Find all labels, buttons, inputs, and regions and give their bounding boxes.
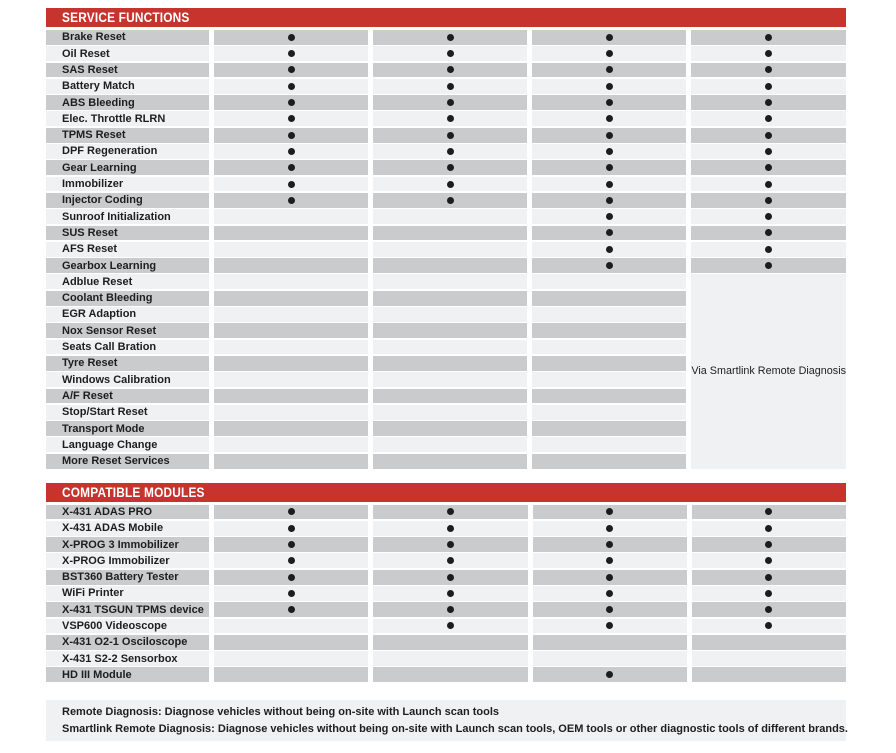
feature-cell-supported [691,63,846,78]
row-label: Stop/Start Reset [46,405,209,420]
feature-cell-empty [214,454,368,469]
supported-dot-icon [606,671,613,678]
feature-cell-supported [532,79,686,94]
feature-cell-supported [214,63,368,78]
feature-cell-supported [214,160,368,175]
row-label: HD III Module [46,667,209,682]
supported-dot-icon [288,132,295,139]
supported-dot-icon [447,83,454,90]
feature-cell-supported [533,586,687,601]
row-label: X-431 S2-2 Sensorbox [46,651,209,666]
row-label: X-431 ADAS PRO [46,505,209,520]
row-label: Brake Reset [46,30,209,45]
feature-cell-supported [373,602,527,617]
feature-cell-supported [533,602,687,617]
feature-cell-empty [373,242,527,257]
feature-cell-supported [533,619,687,634]
row-label: Nox Sensor Reset [46,323,209,338]
supported-dot-icon [288,34,295,41]
supported-dot-icon [606,50,613,57]
supported-dot-icon [606,66,613,73]
supported-dot-icon [288,99,295,106]
feature-cell-empty [214,209,368,224]
feature-cell-empty [373,356,527,371]
feature-cell-empty [373,421,527,436]
feature-cell-empty [214,307,368,322]
row-label: Seats Call Bration [46,340,209,355]
supported-dot-icon [288,197,295,204]
feature-cell-empty [373,389,527,404]
feature-cell-supported [214,144,368,159]
supported-dot-icon [447,99,454,106]
supported-dot-icon [765,66,772,73]
feature-cell-supported [373,128,527,143]
supported-dot-icon [288,50,295,57]
feature-cell-empty [214,340,368,355]
feature-cell-supported [691,128,846,143]
row-label: X-431 O2-1 Osciloscope [46,635,209,650]
feature-cell-supported [214,111,368,126]
supported-dot-icon [447,574,454,581]
feature-cell-empty [373,437,527,452]
supported-dot-icon [765,181,772,188]
feature-cell-supported [373,79,527,94]
feature-cell-supported [214,128,368,143]
feature-cell-empty [373,340,527,355]
footnote-remote-diagnosis: Remote Diagnosis: Diagnose vehicles without being on-site with Launch scan tools [62,706,500,719]
feature-cell-supported [533,537,687,552]
feature-cell-supported [214,30,368,45]
feature-cell-supported [691,226,846,241]
compatible-modules-header [46,483,846,502]
supported-dot-icon [447,34,454,41]
feature-cell-empty [214,421,368,436]
supported-dot-icon [765,50,772,57]
supported-dot-icon [765,132,772,139]
row-label: VSP600 Videoscope [46,619,209,634]
feature-cell-supported [214,95,368,110]
feature-cell-empty [373,323,527,338]
feature-cell-supported [373,505,527,520]
feature-cell-supported [373,537,527,552]
supported-dot-icon [288,83,295,90]
feature-cell-supported [214,602,368,617]
supported-dot-icon [447,66,454,73]
comparison-table-wrap [46,8,846,741]
feature-cell-empty [214,635,368,650]
supported-dot-icon [447,622,454,629]
feature-cell-supported [691,46,846,61]
supported-dot-icon [288,164,295,171]
feature-cell-supported [532,144,686,159]
row-label: Language Change [46,437,209,452]
feature-cell-supported [533,521,687,536]
feature-cell-empty [532,389,686,404]
feature-cell-supported [532,30,686,45]
feature-cell-supported [373,111,527,126]
supported-dot-icon [765,115,772,122]
feature-cell-supported [373,177,527,192]
row-label: ABS Bleeding [46,95,209,110]
feature-cell-empty [692,667,846,682]
supported-dot-icon [765,622,772,629]
row-label: Windows Calibration [46,372,209,387]
row-label: SUS Reset [46,226,209,241]
feature-cell-supported [692,602,846,617]
row-label: Immobilizer [46,177,209,192]
supported-dot-icon [447,181,454,188]
feature-cell-supported [533,570,687,585]
feature-cell-empty [373,454,527,469]
feature-cell-empty [214,619,368,634]
supported-dot-icon [765,508,772,515]
supported-dot-icon [288,525,295,532]
row-label: Tyre Reset [46,356,209,371]
feature-cell-supported [532,160,686,175]
supported-dot-icon [288,66,295,73]
feature-cell-empty [214,389,368,404]
feature-cell-empty [214,226,368,241]
supported-dot-icon [765,83,772,90]
row-label: TPMS Reset [46,128,209,143]
feature-cell-supported [373,160,527,175]
supported-dot-icon [606,557,613,564]
supported-dot-icon [447,541,454,548]
feature-cell-empty [533,635,687,650]
feature-cell-supported [692,521,846,536]
feature-cell-empty [373,667,527,682]
row-label: X-431 TSGUN TPMS device [46,602,209,617]
supported-dot-icon [606,622,613,629]
supported-dot-icon [765,148,772,155]
feature-cell-supported [214,521,368,536]
supported-dot-icon [606,132,613,139]
supported-dot-icon [447,148,454,155]
supported-dot-icon [447,508,454,515]
supported-dot-icon [288,508,295,515]
feature-cell-empty [373,209,527,224]
supported-dot-icon [606,197,613,204]
feature-cell-empty [373,274,527,289]
row-label: X-PROG Immobilizer [46,553,209,568]
feature-cell-empty [214,242,368,257]
feature-cell-supported [373,619,527,634]
supported-dot-icon [288,557,295,564]
feature-cell-supported [692,537,846,552]
feature-cell-supported [214,537,368,552]
feature-cell-supported [692,553,846,568]
feature-cell-supported [373,553,527,568]
feature-cell-empty [532,291,686,306]
supported-dot-icon [765,525,772,532]
feature-cell-supported [373,193,527,208]
supported-dot-icon [447,164,454,171]
feature-cell-supported [214,193,368,208]
supported-dot-icon [606,590,613,597]
feature-cell-supported [532,258,686,273]
feature-cell-supported [214,570,368,585]
feature-cell-supported [214,553,368,568]
feature-cell-supported [532,209,686,224]
feature-cell-supported [214,586,368,601]
feature-cell-supported [691,209,846,224]
feature-cell-supported [214,79,368,94]
feature-cell-empty [214,437,368,452]
row-label: EGR Adaption [46,307,209,322]
supported-dot-icon [447,525,454,532]
supported-dot-icon [765,590,772,597]
row-label: WiFi Printer [46,586,209,601]
supported-dot-icon [606,34,613,41]
row-label: DPF Regeneration [46,144,209,159]
feature-cell-supported [532,177,686,192]
compatible-modules-table [46,505,846,683]
feature-cell-empty [373,372,527,387]
row-label: Elec. Throttle RLRN [46,111,209,126]
feature-cell-empty [373,291,527,306]
supported-dot-icon [765,213,772,220]
feature-cell-supported [373,521,527,536]
footnote-smartlink-remote-diagnosis: Smartlink Remote Diagnosis: Diagnose vehicles without being on-site with Launch scan tools, OEM tools or other diagnostic tools of different brands. [62,722,848,735]
feature-cell-supported [532,46,686,61]
supported-dot-icon [606,574,613,581]
via-smartlink-note: Via Smartlink Remote Diagnosis [691,274,846,468]
supported-dot-icon [606,213,613,220]
supported-dot-icon [447,115,454,122]
feature-cell-supported [373,570,527,585]
feature-cell-supported [532,111,686,126]
feature-cell-supported [214,46,368,61]
feature-cell-empty [532,340,686,355]
feature-cell-empty [373,651,527,666]
supported-dot-icon [447,557,454,564]
row-label: X-PROG 3 Immobilizer [46,537,209,552]
row-label: BST360 Battery Tester [46,570,209,585]
feature-cell-empty [373,258,527,273]
feature-cell-supported [691,79,846,94]
supported-dot-icon [606,99,613,106]
supported-dot-icon [606,83,613,90]
row-label: AFS Reset [46,242,209,257]
feature-cell-supported [214,177,368,192]
supported-dot-icon [606,164,613,171]
feature-cell-empty [532,372,686,387]
supported-dot-icon [606,525,613,532]
feature-cell-supported [533,667,687,682]
feature-cell-supported [533,505,687,520]
row-label: Oil Reset [46,46,209,61]
supported-dot-icon [765,34,772,41]
supported-dot-icon [606,508,613,515]
row-label: Sunroof Initialization [46,209,209,224]
feature-cell-supported [373,46,527,61]
feature-cell-supported [691,160,846,175]
compatible-modules-title: COMPATIBLE MODULES [62,484,205,500]
feature-cell-supported [532,128,686,143]
supported-dot-icon [765,197,772,204]
feature-cell-supported [692,619,846,634]
supported-dot-icon [288,115,295,122]
feature-cell-supported [373,30,527,45]
feature-cell-supported [532,242,686,257]
row-label: More Reset Services [46,454,209,469]
feature-cell-empty [532,421,686,436]
supported-dot-icon [765,606,772,613]
supported-dot-icon [288,148,295,155]
feature-cell-empty [532,405,686,420]
feature-cell-supported [692,570,846,585]
feature-cell-empty [532,437,686,452]
feature-cell-supported [691,95,846,110]
feature-cell-empty [214,405,368,420]
row-label: X-431 ADAS Mobile [46,521,209,536]
feature-cell-empty [373,226,527,241]
feature-cell-empty [214,372,368,387]
supported-dot-icon [606,181,613,188]
feature-cell-empty [214,258,368,273]
feature-cell-empty [373,307,527,322]
feature-cell-empty [533,651,687,666]
feature-cell-empty [214,274,368,289]
feature-cell-empty [214,291,368,306]
feature-cell-empty [692,651,846,666]
supported-dot-icon [606,229,613,236]
feature-cell-supported [532,95,686,110]
feature-cell-supported [691,30,846,45]
supported-dot-icon [288,541,295,548]
service-functions-table [46,30,846,469]
row-label: Battery Match [46,79,209,94]
feature-cell-supported [532,193,686,208]
supported-dot-icon [606,148,613,155]
footnotes-box [46,700,846,741]
feature-cell-supported [214,505,368,520]
row-label: SAS Reset [46,63,209,78]
feature-cell-empty [692,635,846,650]
row-label: A/F Reset [46,389,209,404]
feature-cell-empty [214,356,368,371]
supported-dot-icon [765,262,772,269]
row-label: Adblue Reset [46,274,209,289]
feature-cell-empty [373,635,527,650]
supported-dot-icon [447,606,454,613]
supported-dot-icon [288,606,295,613]
supported-dot-icon [765,541,772,548]
supported-dot-icon [447,197,454,204]
supported-dot-icon [765,246,772,253]
supported-dot-icon [447,50,454,57]
supported-dot-icon [447,590,454,597]
row-label: Gearbox Learning [46,258,209,273]
feature-cell-supported [373,144,527,159]
supported-dot-icon [447,132,454,139]
supported-dot-icon [288,590,295,597]
feature-cell-empty [532,274,686,289]
supported-dot-icon [606,246,613,253]
feature-cell-supported [691,258,846,273]
service-functions-title: SERVICE FUNCTIONS [62,10,190,25]
feature-cell-supported [533,553,687,568]
feature-cell-empty [214,667,368,682]
feature-cell-supported [532,226,686,241]
supported-dot-icon [765,164,772,171]
feature-cell-supported [692,586,846,601]
supported-dot-icon [765,99,772,106]
supported-dot-icon [606,606,613,613]
feature-cell-empty [532,356,686,371]
supported-dot-icon [606,541,613,548]
feature-cell-supported [373,63,527,78]
supported-dot-icon [765,574,772,581]
row-label: Coolant Bleeding [46,291,209,306]
feature-cell-supported [691,111,846,126]
feature-cell-empty [532,454,686,469]
feature-cell-empty [532,323,686,338]
feature-cell-empty [373,405,527,420]
feature-cell-supported [373,586,527,601]
feature-cell-empty [214,651,368,666]
feature-cell-supported [691,177,846,192]
supported-dot-icon [765,229,772,236]
row-label: Gear Learning [46,160,209,175]
feature-cell-empty [532,307,686,322]
feature-cell-supported [691,144,846,159]
feature-cell-supported [691,193,846,208]
feature-cell-supported [691,242,846,257]
supported-dot-icon [606,115,613,122]
supported-dot-icon [288,181,295,188]
feature-cell-empty [214,323,368,338]
row-label: Injector Coding [46,193,209,208]
feature-cell-supported [373,95,527,110]
feature-cell-supported [692,505,846,520]
supported-dot-icon [288,574,295,581]
service-functions-header [46,8,846,27]
supported-dot-icon [606,262,613,269]
row-label: Transport Mode [46,421,209,436]
supported-dot-icon [765,557,772,564]
feature-cell-supported [532,63,686,78]
